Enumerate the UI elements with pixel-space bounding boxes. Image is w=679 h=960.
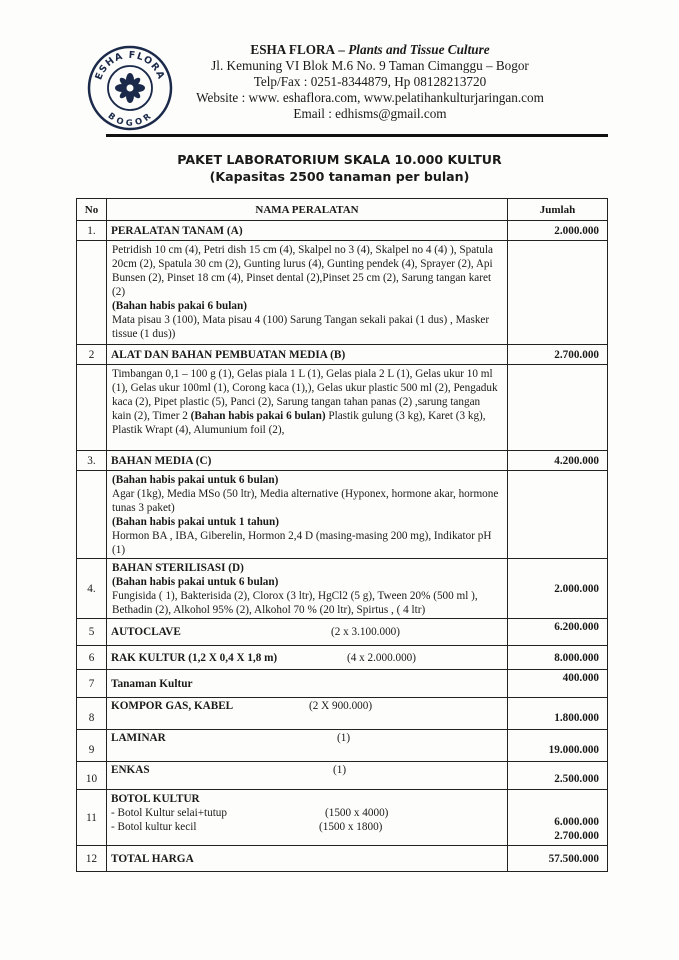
row-amount: 19.000.000: [508, 730, 608, 762]
row-qty: (1): [337, 732, 351, 744]
table-row: [77, 646, 608, 670]
row-title: PERALATAN TANAM (A): [107, 221, 508, 241]
row-number: 11: [77, 790, 107, 846]
detail-text: Mata pisau 3 (100), Mata pisau 4 (100) Sarung Tangan sekali pakai (1 dus) , Masker tissue (1 dus)): [112, 314, 490, 340]
row-cell: [107, 790, 508, 846]
detail-text: Agar (1kg), Media MSo (50 ltr), Media alternative (Hyponex, hormone akar, hormone tunas 3 paket): [112, 488, 499, 514]
row-detail: [107, 471, 508, 559]
sub-item-qty: (1500 x 4000): [325, 807, 389, 819]
equipment-table: [76, 198, 608, 872]
row-number: 9: [77, 730, 107, 762]
table-row-detail: [77, 365, 608, 451]
header-divider: [106, 134, 608, 137]
row-cell: [107, 698, 508, 730]
table-row: [77, 730, 608, 762]
row-qty: (2 X 900.000): [309, 700, 373, 712]
address: Jl. Kemuning VI Blok M.6 No. 9 Taman Cimanggu – Bogor: [211, 58, 529, 73]
row-number: 12: [77, 846, 107, 872]
row-title: BAHAN STERILISASI (D): [112, 562, 244, 574]
page-subtitle: (Kapasitas 2500 tanaman per bulan): [209, 169, 470, 184]
row-title: ENKAS: [111, 764, 150, 776]
table-row: [77, 345, 608, 365]
row-amount: [508, 790, 608, 846]
table-row: [77, 762, 608, 790]
total-amount: 57.500.000: [508, 846, 608, 872]
company-tagline: Plants and Tissue Culture: [348, 42, 490, 57]
logo-top-text: ESHA FLORA: [93, 49, 167, 82]
phone: Telp/Fax : 0251-8344879, Hp 08128213720: [253, 74, 487, 89]
email: Email : edhisms@gmail.com: [293, 106, 447, 121]
sub-item-qty: (1500 x 1800): [319, 821, 383, 833]
sub-item-label: - Botol kultur kecil: [111, 821, 197, 833]
row-number: 6: [77, 646, 107, 670]
table-row: [77, 559, 608, 619]
table-row: [77, 790, 608, 846]
row-number: 5: [77, 619, 107, 646]
table-row-detail: [77, 471, 608, 559]
row-title: Tanaman Kultur: [107, 670, 508, 698]
row-amount: 2.500.000: [508, 762, 608, 790]
table-row-detail: [77, 241, 608, 345]
detail-note: (Bahan habis pakai 6 bulan): [190, 410, 326, 422]
table-header-row: [77, 199, 608, 221]
row-qty: (2 x 3.100.000): [331, 626, 400, 638]
detail-text: Timbangan 0,1 – 100 g (1), Gelas piala 1 L (1), Gelas piala 2 L (1), Gelas ukur 10 ml (1), Gelas ukur 100ml (1), Corong kaca (1),), Gelas ukur plastic 500 ml (2), Pengaduk kaca (2), Pipet plastic (5), Panci (2), Sarung tangan tahan panas (2) ,sarung tangan kain (2), Timer 2: [112, 368, 498, 422]
sub-item-label: - Botol Kultur selai+tutup: [111, 807, 227, 819]
table-row: [77, 221, 608, 241]
row-number: 3.: [77, 451, 107, 471]
row-detail: [107, 559, 508, 619]
company-logo: [86, 44, 174, 132]
detail-note: (Bahan habis pakai 6 bulan): [112, 300, 247, 312]
row-title: KOMPOR GAS, KABEL: [111, 700, 234, 712]
company-name: ESHA FLORA: [250, 42, 336, 57]
row-amount: 2.000.000: [508, 221, 608, 241]
table-row-total: [77, 846, 608, 872]
row-title: LAMINAR: [111, 732, 166, 744]
row-number: 4.: [77, 559, 107, 619]
detail-note: (Bahan habis pakai untuk 1 tahun): [112, 516, 279, 528]
detail-text: Fungisida ( 1), Bakterisida (2), Clorox (3 ltr), HgCl2 (5 g), Tween 20% (500 ml ), Bethadin (2), Alkohol 95% (2), Alkohol 70 % (20 ltr), Spirtus , ( 4 ltr): [112, 590, 478, 616]
row-amount: 400.000: [508, 670, 608, 698]
table-row: [77, 619, 608, 646]
table-row: [77, 698, 608, 730]
detail-text: Hormon BA , IBA, Giberelin, Hormon 2,4 D (masing-masing 200 mg), Indikator pH (1): [112, 530, 492, 556]
letterhead: [170, 42, 570, 122]
header-amount: Jumlah: [508, 199, 608, 221]
row-amount: 6.200.000: [508, 619, 608, 646]
row-amount: 8.000.000: [508, 646, 608, 670]
row-cell: [107, 730, 508, 762]
row-detail: [107, 365, 508, 451]
detail-note: (Bahan habis pakai untuk 6 bulan): [112, 576, 279, 588]
row-qty: (1): [333, 764, 347, 776]
row-title: BAHAN MEDIA (C): [107, 451, 508, 471]
detail-text: Petridish 10 cm (4), Petri dish 15 cm (4), Skalpel no 3 (4), Skalpel no 4 (4) ), Spatula 20cm (2), Spatula 30 cm (2), Gunting lurus (4), Gunting pendek (4), Sprayer (2), Api Bunsen (2), Pinset 18 cm (4), Pinset dental (2),Pinset 25 cm (2), Sarung tangan karet (2): [112, 244, 493, 298]
row-number: 1.: [77, 221, 107, 241]
row-title: AUTOCLAVE: [111, 626, 181, 638]
header-name: NAMA PERALATAN: [107, 199, 508, 221]
row-number: 8: [77, 698, 107, 730]
company-line: ESHA FLORA – Plants and Tissue Culture: [250, 42, 490, 57]
row-cell: [107, 762, 508, 790]
detail-text: Plastik gulung (3 kg), Karet (3 kg), Plastik Wrapt (4), Alumunium foil (2),: [112, 410, 486, 436]
row-cell: [107, 646, 508, 670]
total-label: TOTAL HARGA: [107, 846, 508, 872]
logo-bottom-text: BOGOR: [105, 111, 155, 129]
row-amount: 4.200.000: [508, 451, 608, 471]
row-number: 10: [77, 762, 107, 790]
row-amount: 1.800.000: [508, 698, 608, 730]
sub-item-amount: 2.700.000: [554, 830, 599, 842]
row-title: RAK KULTUR (1,2 X 0,4 X 1,8 m): [111, 651, 278, 664]
row-amount: 2.000.000: [508, 559, 608, 619]
row-title: ALAT DAN BAHAN PEMBUATAN MEDIA (B): [107, 345, 508, 365]
detail-note: (Bahan habis pakai untuk 6 bulan): [112, 474, 279, 486]
sub-item-amount: 6.000.000: [554, 816, 599, 828]
row-cell: [107, 619, 508, 646]
page-title: PAKET LABORATORIUM SKALA 10.000 KULTUR: [177, 152, 502, 167]
table-row: [77, 670, 608, 698]
table-row: [77, 451, 608, 471]
sub-item: [111, 820, 503, 834]
header-no: No: [77, 199, 107, 221]
row-detail: [107, 241, 508, 345]
website: Website : www. eshaflora.com, www.pelatihankulturjaringan.com: [196, 90, 544, 105]
row-number: 7: [77, 670, 107, 698]
row-number: 2: [77, 345, 107, 365]
row-qty: (4 x 2.000.000): [347, 651, 416, 664]
row-title: BOTOL KULTUR: [111, 793, 200, 805]
row-amount: 2.700.000: [508, 345, 608, 365]
sub-item: [111, 806, 503, 820]
